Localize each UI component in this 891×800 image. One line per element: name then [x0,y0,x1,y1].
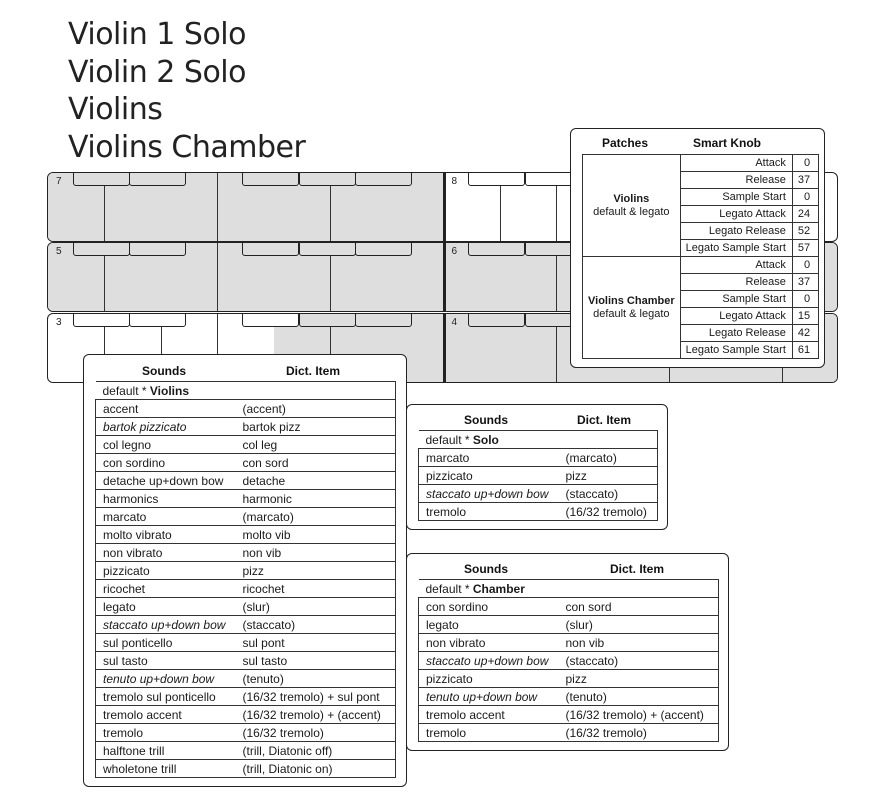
knob-parameter: Legato Attack [680,308,792,325]
smart-knob-row [583,155,819,172]
black-key [355,172,412,186]
violins-sounds-table [95,381,396,778]
smart-knob-table [582,154,819,359]
sound-row [96,760,396,778]
sound-row [96,670,396,688]
sound-row [419,485,658,503]
knob-parameter: Attack [680,257,792,274]
black-key [468,172,525,186]
dict-item: non vib [559,634,719,652]
sound-row [96,544,396,562]
sound-row [96,580,396,598]
dict-item: pizz [236,562,396,580]
knob-value: 0 [792,257,818,274]
default-cell [419,580,719,598]
solo-dict-header: Dict. Item [577,413,632,427]
dict-item: (trill, Diatonic off) [236,742,396,760]
sound-row [96,688,396,706]
sound-name: tremolo [96,724,236,742]
knob-parameter: Legato Attack [680,206,792,223]
dict-item: (16/32 tremolo) [559,503,658,521]
default-cell [419,431,658,449]
sound-row [419,467,658,485]
sound-name: pizzicato [419,670,559,688]
octave-label: 5 [56,246,62,257]
knob-parameter: Sample Start [680,189,792,206]
default-patch-name: Violins [149,383,189,398]
sound-name: marcato [419,449,559,467]
black-key [242,242,299,256]
dict-item: (16/32 tremolo) + sul pont [236,688,396,706]
sound-name: tremolo [419,724,559,742]
dict-item: (staccato) [559,485,658,503]
solo-sounds-header: Sounds [464,413,508,427]
title-violins-chamber: Violins Chamber [68,129,306,165]
black-key [468,313,525,327]
sound-row [96,616,396,634]
sound-row [96,742,396,760]
sound-row [96,418,396,436]
dict-item: bartok pizz [236,418,396,436]
dict-item: (marcato) [236,508,396,526]
sound-name: staccato up+down bow [96,616,236,634]
title-violins: Violins [68,92,163,127]
instrument-titles [68,16,305,166]
sound-name: pizzicato [419,467,559,485]
sound-row [96,634,396,652]
octave-label: 8 [451,176,458,187]
black-key [129,172,186,186]
sound-name: tremolo accent [96,706,236,724]
black-key [299,242,356,256]
sound-name: col legno [96,436,236,454]
sound-name: con sordino [96,454,236,472]
black-key [129,242,186,256]
sound-name: bartok pizzicato [96,418,236,436]
sound-name: pizzicato [96,562,236,580]
black-key [73,242,130,256]
sound-row [96,526,396,544]
knob-parameter: Legato Sample Start [680,240,792,257]
default-row [419,431,658,449]
sound-row [96,508,396,526]
sound-row [419,652,719,670]
octave-separator [443,314,446,382]
dict-item: con sord [559,598,719,616]
patch-group-cell [583,155,681,257]
sound-name: non vibrato [96,544,236,562]
sound-name: harmonics [96,490,236,508]
sound-row [419,449,658,467]
sound-row [419,616,719,634]
patch-group-cell [583,257,681,359]
sound-name: tremolo [419,503,559,521]
sound-name: staccato up+down bow [419,485,559,503]
knob-value: 37 [792,274,818,291]
knob-parameter: Legato Release [680,325,792,342]
patches-header: Patches [602,136,649,150]
sound-name: sul tasto [96,652,236,670]
sound-row [419,598,719,616]
black-key [299,313,356,327]
patch-name: Violins Chamber [588,294,675,307]
patch-name: Violins [613,192,650,205]
sound-row [96,652,396,670]
sound-row [96,562,396,580]
sound-name: sul ponticello [96,634,236,652]
dict-item: (accent) [236,400,396,418]
sound-name: tremolo sul ponticello [96,688,236,706]
octave-separator [443,243,446,311]
sound-name: staccato up+down bow [419,652,559,670]
black-key [73,313,130,327]
solo-sounds-panel [406,404,668,530]
dict-item: (trill, Diatonic on) [236,760,396,778]
sound-name: legato [419,616,559,634]
octave-label: 7 [56,176,62,187]
black-key [129,313,186,327]
sound-name: wholetone trill [96,760,236,778]
sound-row [419,670,719,688]
black-key [355,313,412,327]
chamber-sounds-header: Sounds [464,562,508,576]
default-patch-name: Chamber [472,581,525,596]
dict-item: (marcato) [559,449,658,467]
black-key [242,172,299,186]
dict-item: (staccato) [236,616,396,634]
black-key [73,172,130,186]
dict-item: (staccato) [559,652,719,670]
patch-subtitle: default & legato [593,307,670,320]
knob-parameter: Attack [680,155,792,172]
dict-item: ricochet [236,580,396,598]
knob-parameter: Legato Sample Start [680,342,792,359]
sound-row [96,598,396,616]
sound-name: legato [96,598,236,616]
sound-name: ricochet [96,580,236,598]
knob-value: 0 [792,189,818,206]
black-key [299,172,356,186]
sound-name: detache up+down bow [96,472,236,490]
solo-sounds-table [418,430,658,521]
dict-item: (tenuto) [236,670,396,688]
dict-item: (16/32 tremolo) [559,724,719,742]
dict-item: (16/32 tremolo) + (accent) [559,706,719,724]
sound-row [419,503,658,521]
sound-name: molto vibrato [96,526,236,544]
default-row [419,580,719,598]
knob-value: 0 [792,155,818,172]
knob-value: 24 [792,206,818,223]
sound-row [419,706,719,724]
knob-value: 42 [792,325,818,342]
knob-value: 52 [792,223,818,240]
sound-row [96,706,396,724]
sound-name: accent [96,400,236,418]
dict-item: harmonic [236,490,396,508]
default-prefix: default * [425,432,473,447]
dict-item: molto vib [236,526,396,544]
dict-item: (slur) [236,598,396,616]
sound-name: marcato [96,508,236,526]
smart-knob-panel [570,128,825,368]
dict-item: (tenuto) [559,688,719,706]
violins-sounds-panel [83,354,407,787]
octave-label: 4 [451,317,458,328]
sound-row [96,724,396,742]
dict-item: non vib [236,544,396,562]
smart-knob-header: Smart Knob [693,136,762,150]
sound-name: halftone trill [96,742,236,760]
octave-label: 3 [56,317,62,328]
knob-value: 15 [792,308,818,325]
dict-item: pizz [559,467,658,485]
chamber-dict-header: Dict. Item [610,562,665,576]
title-violin-1-solo: Violin 1 Solo [68,17,246,52]
sound-row [419,688,719,706]
default-row [96,382,396,400]
knob-parameter: Release [680,274,792,291]
dict-item: sul pont [236,634,396,652]
sound-name: tenuto up+down bow [419,688,559,706]
sound-name: tremolo accent [419,706,559,724]
title-violin-2-solo: Violin 2 Solo [68,54,246,90]
knob-parameter: Sample Start [680,291,792,308]
knob-parameter: Release [680,172,792,189]
sound-row [96,454,396,472]
violins-dict-header: Dict. Item [286,364,341,378]
sound-row [96,490,396,508]
chamber-sounds-panel [406,553,729,751]
chamber-sounds-table [418,579,719,742]
black-key [468,242,525,256]
dict-item: (slur) [559,616,719,634]
knob-parameter: Legato Release [680,223,792,240]
octave-separator [443,173,446,241]
sound-name: con sordino [419,598,559,616]
sound-row [96,472,396,490]
sound-name: tenuto up+down bow [96,670,236,688]
dict-item: (16/32 tremolo) [236,724,396,742]
dict-item: con sord [236,454,396,472]
default-prefix: default * [425,581,473,596]
knob-value: 37 [792,172,818,189]
octave-label: 6 [451,246,458,257]
patch-subtitle: default & legato [593,205,670,218]
default-prefix: default * [102,383,150,398]
dict-item: (16/32 tremolo) + (accent) [236,706,396,724]
black-key [355,242,412,256]
sound-name: non vibrato [419,634,559,652]
dict-item: col leg [236,436,396,454]
black-key [242,313,299,327]
dict-item: detache [236,472,396,490]
default-cell [96,382,396,400]
sound-row [419,724,719,742]
knob-value: 0 [792,291,818,308]
sound-row [96,400,396,418]
knob-value: 61 [792,342,818,359]
sound-row [419,634,719,652]
dict-item: sul tasto [236,652,396,670]
smart-knob-row [583,257,819,274]
violins-sounds-header: Sounds [142,364,186,378]
dict-item: pizz [559,670,719,688]
default-patch-name: Solo [472,432,499,447]
sound-row [96,436,396,454]
knob-value: 57 [792,240,818,257]
